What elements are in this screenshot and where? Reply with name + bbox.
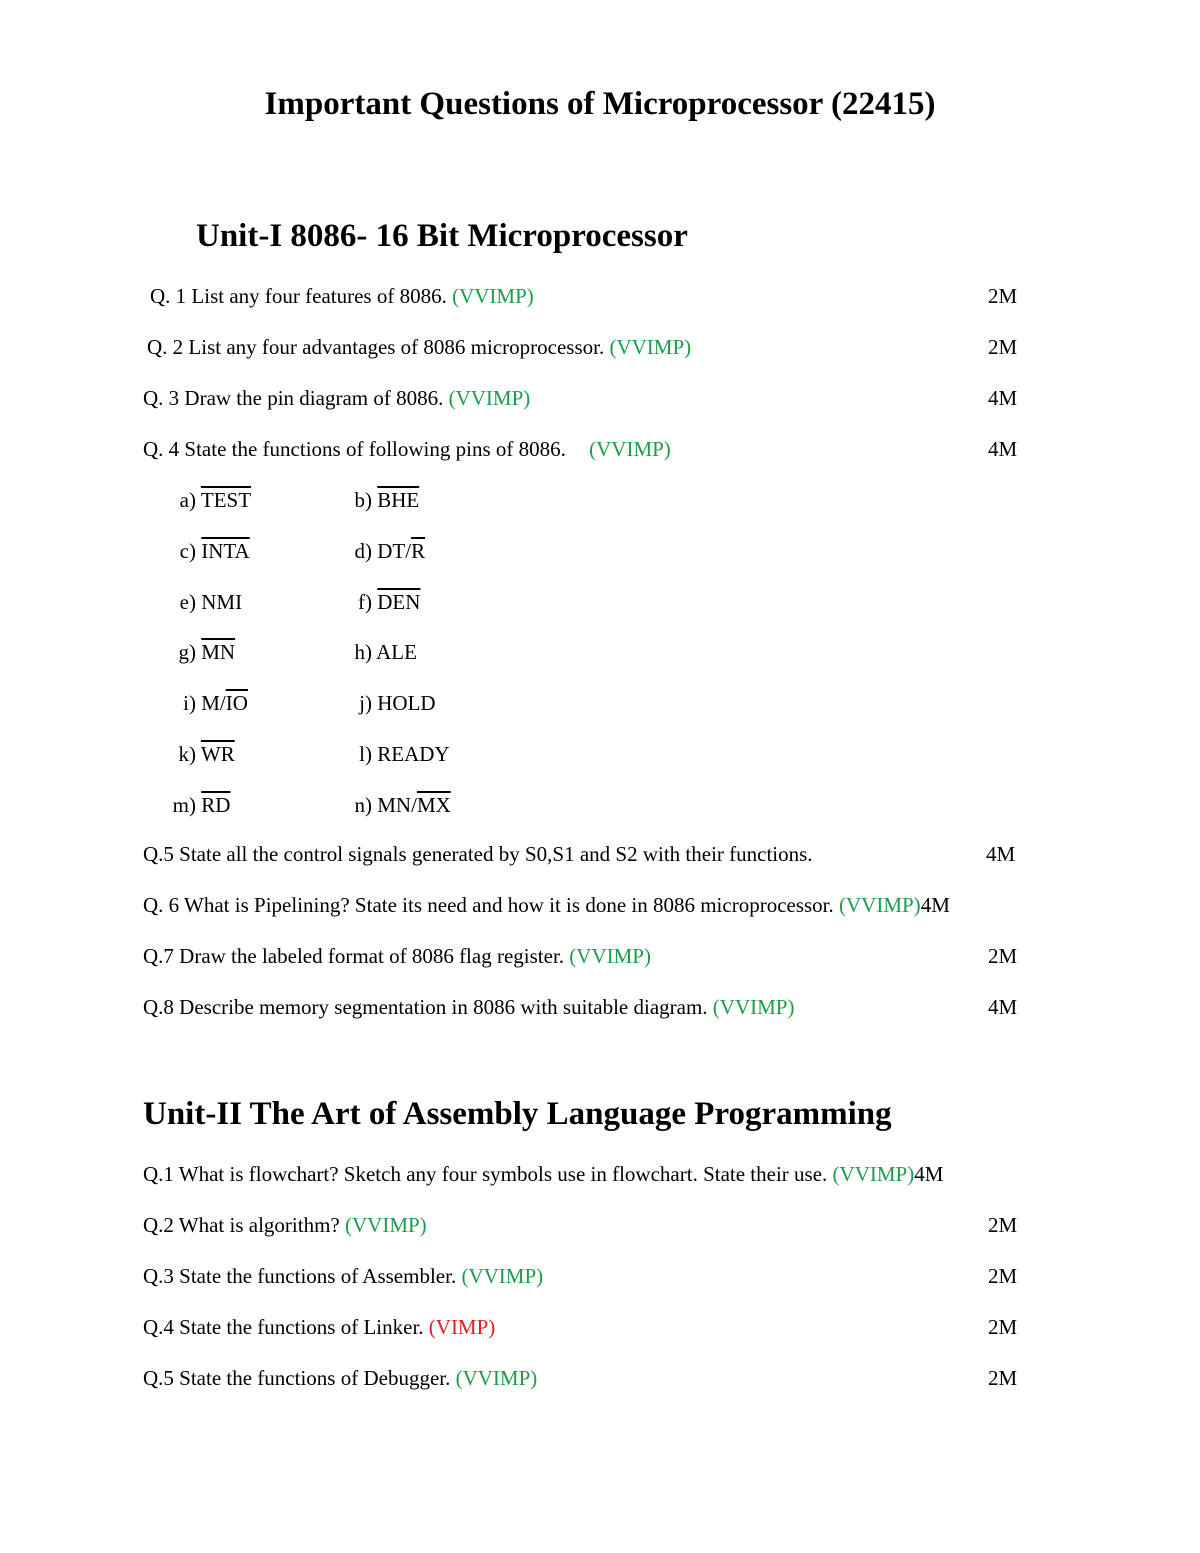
question-marks: 4M xyxy=(988,437,1018,461)
unit1-question-4 xyxy=(143,437,671,461)
pin-label: m) xyxy=(172,792,196,817)
pin-item xyxy=(100,539,250,563)
pin-name-active-low: TEST xyxy=(200,488,252,512)
unit-2-heading: Unit-II The Art of Assembly Language Programming xyxy=(143,1096,892,1132)
pin-item xyxy=(100,640,235,664)
pin-label: e) xyxy=(179,589,196,614)
unit-1-heading: Unit-I 8086- 16 Bit Microprocessor xyxy=(196,218,688,254)
pin-label: c) xyxy=(179,538,196,563)
unit2-question-1 xyxy=(143,1162,943,1186)
question-marks: 4M xyxy=(988,386,1018,410)
importance-tag: (VVIMP) xyxy=(345,1213,427,1237)
pin-name-active-low: $\overline{BHE}$ xyxy=(377,488,420,512)
pin-name-active-low: $\overline{DEN}$ xyxy=(377,589,421,614)
pin-item xyxy=(300,590,420,614)
question-marks: 4M xyxy=(988,995,1018,1019)
pin-label: d) xyxy=(354,538,372,563)
unit2-question-2 xyxy=(143,1213,427,1237)
question-marks: 2M xyxy=(988,944,1018,968)
question-marks: 4M xyxy=(920,893,950,917)
question-text: Q. 1 List any four features of 8086. xyxy=(150,284,453,308)
pin-name: NMI xyxy=(201,589,243,614)
pin-item xyxy=(300,742,450,766)
pin-item xyxy=(300,793,451,817)
pin-label: n) xyxy=(354,792,372,817)
pin-name: MN/ xyxy=(377,792,417,817)
pin-name: READY xyxy=(377,742,450,766)
question-marks: 2M xyxy=(988,1315,1018,1339)
question-text: Q.5 State all the control signals generated by S0,S1 and S2 with their functions. xyxy=(143,842,813,866)
importance-tag: (VVIMP) xyxy=(589,437,671,461)
pin-item xyxy=(300,691,436,715)
pin-label: l) xyxy=(359,742,372,766)
pin-label: f) xyxy=(358,589,372,614)
importance-tag: (VVIMP) xyxy=(569,944,651,968)
unit2-question-4 xyxy=(143,1315,495,1339)
unit1-question-1 xyxy=(150,284,534,308)
pin-item xyxy=(300,539,425,563)
question-text: Q.8 Describe memory segmentation in 8086 with suitable diagram. xyxy=(143,995,713,1019)
pin-label: j) xyxy=(359,691,372,716)
pin-label: g) xyxy=(178,640,196,665)
pin-name-active-low: $\overline{MN}$ xyxy=(201,640,236,665)
unit1-question-8 xyxy=(143,995,794,1019)
pin-name-active-low: INTA xyxy=(201,538,250,563)
unit2-question-5 xyxy=(143,1366,537,1390)
pin-label: b) xyxy=(354,488,372,512)
pin-name: HOLD xyxy=(377,691,436,716)
pin-item xyxy=(100,488,251,512)
pin-label: h) xyxy=(354,640,372,665)
pin-item xyxy=(100,742,235,766)
pin-name-active-low: $\overline{IO}$ xyxy=(225,691,248,716)
pin-name: ALE xyxy=(376,640,417,665)
unit1-question-2 xyxy=(147,335,691,359)
question-text: Q. 2 List any four advantages of 8086 microprocessor. xyxy=(147,335,610,359)
question-marks: 2M xyxy=(988,1213,1018,1237)
pin-item xyxy=(100,691,248,715)
pin-name-active-low: $\overline{WR}$ xyxy=(200,742,235,766)
question-text: Q. 6 What is Pipelining? State its need and how it is done in 8086 microprocessor. xyxy=(143,893,840,917)
pin-name: DT/ xyxy=(377,538,412,563)
importance-tag: (VVIMP) xyxy=(839,893,921,917)
pin-name-active-low: $\overline{RD}$ xyxy=(201,792,231,817)
importance-tag: (VVIMP) xyxy=(455,1366,538,1390)
pin-name: M/ xyxy=(201,691,226,716)
importance-tag: (VVIMP) xyxy=(609,335,692,359)
question-marks: 2M xyxy=(988,1366,1018,1390)
question-text: Q.5 State the functions of Debugger. xyxy=(143,1366,456,1390)
importance-tag: (VVIMP) xyxy=(461,1264,544,1288)
pin-name-active-low: $\overline{MX}$ xyxy=(416,792,451,817)
pin-label: a) xyxy=(179,488,196,512)
importance-tag: (VVIMP) xyxy=(832,1162,915,1186)
question-marks: 2M xyxy=(988,284,1018,308)
question-text: Q.7 Draw the labeled format of 8086 flag register. xyxy=(143,944,570,968)
importance-tag: (VIMP) xyxy=(428,1315,496,1339)
question-text: Q.1 What is flowchart? Sketch any four symbols use in flowchart. State their use. xyxy=(143,1162,833,1186)
pin-label: k) xyxy=(178,742,196,766)
unit1-question-5 xyxy=(143,842,813,866)
unit1-question-6 xyxy=(143,893,950,917)
importance-tag: (VVIMP) xyxy=(452,284,534,308)
pin-item xyxy=(300,640,417,664)
pin-item xyxy=(100,590,242,614)
pin-label: i) xyxy=(183,691,196,716)
question-marks: 2M xyxy=(988,1264,1018,1288)
question-text: Q. 3 Draw the pin diagram of 8086. xyxy=(143,386,449,410)
unit1-question-3 xyxy=(143,386,530,410)
pin-item xyxy=(300,488,419,512)
question-marks: 2M xyxy=(988,335,1018,359)
importance-tag: (VVIMP) xyxy=(712,995,795,1019)
importance-tag: (VVIMP) xyxy=(448,386,531,410)
question-marks: 4M xyxy=(986,842,1016,866)
page-title: Important Questions of Microprocessor (22415) xyxy=(264,86,936,122)
pin-item xyxy=(100,793,230,817)
question-text: Q.4 State the functions of Linker. xyxy=(143,1315,429,1339)
question-text: Q.3 State the functions of Assembler. xyxy=(143,1264,462,1288)
question-text: Q. 4 State the functions of following pins of 8086. xyxy=(143,437,572,461)
pin-name-active-low: $\overline{R}$ xyxy=(411,538,426,563)
unit2-question-3 xyxy=(143,1264,543,1288)
unit1-question-7 xyxy=(143,944,651,968)
question-marks: 4M xyxy=(914,1162,944,1186)
question-text: Q.2 What is algorithm? xyxy=(143,1213,345,1237)
